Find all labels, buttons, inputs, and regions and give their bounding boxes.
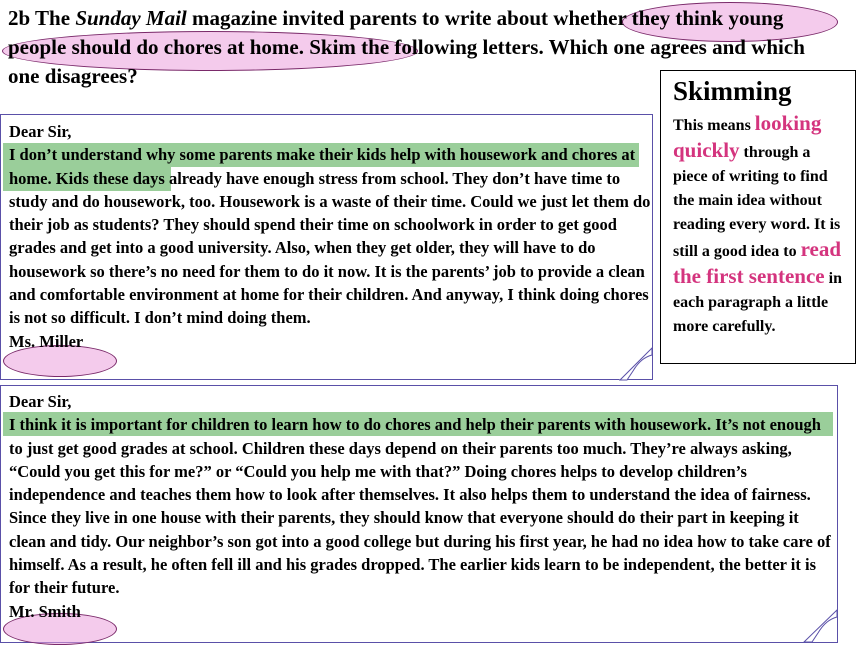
skimming-text-3: in each paragraph a little more carefully. <box>673 270 842 335</box>
question-topic: whether they think young people should do chores at home. <box>8 6 784 59</box>
skimming-tip-box <box>660 70 856 364</box>
letter2-salutation: Dear Sir, <box>9 392 72 411</box>
letter1-text <box>9 120 651 353</box>
letter-ms-miller <box>0 114 653 380</box>
letter2-topic-sentence: I think it is important for children to learn how to do chores and help their parents with housework. <box>9 415 712 435</box>
letter2-body: It’s not enough to just get good grades at school. Children these days depend on their parents too much. They’re always asking, “Could you get this for me?” or “Could you help me with that?” Doing chores helps to develop children’s independence and teaches them how to look after themselves. It also helps them to understand the idea of fairness. Since they live in one house with their parents, they should know that everyone should do their part in keeping it clean and tidy. Our neighbor’s son got into a good college but during his first year, he had no idea how to take care of himself. As a result, he often fell ill and his grades dropped. The earlier kids learn to be independent, the better it is for their future. <box>9 415 831 598</box>
skimming-definition <box>673 111 847 339</box>
letter2-signature: Mr. Smith <box>9 601 81 621</box>
letter1-paragraph <box>9 143 651 329</box>
skimming-emphasis-2: read the first sentence <box>673 237 842 288</box>
skimming-emphasis-1: looking quickly <box>673 111 822 162</box>
question-prompt <box>8 4 828 91</box>
skimming-text-2: through a piece of writing to find the main idea without reading every word. It is still a good idea to <box>673 144 841 260</box>
magazine-name: Sunday Mail <box>75 6 187 30</box>
question-suffix: Skim the following letters. Which one agrees and which one disagrees? <box>8 35 805 88</box>
question-middle: magazine invited parents to write about <box>186 6 554 30</box>
skimming-title: Skimming <box>673 76 792 106</box>
letter1-signature: Ms. Miller <box>9 331 84 351</box>
question-prefix: 2b The <box>8 6 76 30</box>
skimming-text-1: This means <box>673 117 755 134</box>
letter-mr-smith <box>0 385 838 643</box>
letter2-text <box>9 390 835 623</box>
letter1-salutation: Dear Sir, <box>9 122 72 141</box>
letter1-topic-sentence: I don’t understand why some parents make their kids help with housework and chores at home. <box>9 145 636 188</box>
letter1-body: Kids these days already have enough stress from school. They don’t have time to study and do housework, too. Housework is a waste of their time. Could we just let them do their job as students? They should spend their time on schoolwork in order to get good grades and get into a good university. Also, when they get older, they will have to do housework so there’s no need for them to do it now. It is the parents’ job to provide a clean and comfortable environment at home for their children. And anyway, I think doing chores is not so difficult. I don’t mind doing them. <box>9 168 651 328</box>
letter2-paragraph <box>9 413 835 599</box>
